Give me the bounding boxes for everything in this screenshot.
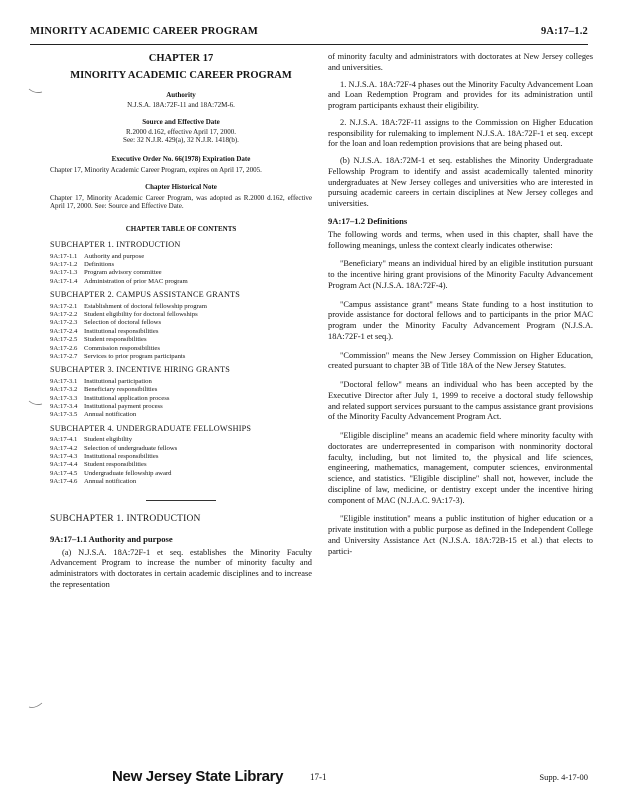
toc-entry: Annual notification	[84, 478, 137, 486]
toc-row	[50, 470, 312, 478]
toc-number: 9A:17-3.4	[50, 402, 78, 410]
toc-subchapter	[50, 365, 312, 419]
toc-number: 9A:17-1.1	[50, 252, 78, 260]
definition-paragraph: "Beneficiary" means an individual hired by an eligible institution pursuant to the incentive hiring grant provisions of the Minority Faculty Advancement Program Act (N.J.S.A. 18A:72F-4).	[328, 259, 593, 290]
toc-row	[50, 328, 312, 336]
paragraph: The following words and terms, when used in this chapter, shall have the following meanings, unless the context clearly indicates otherwise:	[328, 229, 593, 250]
toc-entry: Commission responsibilities	[84, 344, 160, 352]
toc-entry: Student responsibilities	[84, 336, 147, 344]
paragraph: 1. N.J.S.A. 18A:72F-4 phases out the Minority Faculty Advancement Loan and Loan Redemption Program and provides for its administration until program participants exhaust their eligibility.	[328, 79, 593, 110]
toc-row	[50, 336, 312, 344]
authority-heading: Authority	[166, 90, 196, 99]
definition-paragraph: "Eligible institution" means a public institution of higher education or a private institution with a public purpose as defined in the Independent College and University Assistance Act (N.J.S.A. 18A:72B-15 et al.) that elects to partici-	[328, 514, 593, 556]
toc-row	[50, 278, 312, 286]
toc-row	[50, 403, 312, 411]
source-heading: Source and Effective Date	[142, 117, 220, 126]
toc-row	[50, 345, 312, 353]
toc-number: 9A:17-2.3	[50, 319, 78, 327]
toc-entry: Institutional payment process	[84, 402, 163, 410]
toc-entry: Beneficiary responsibilities	[84, 386, 158, 394]
toc-entry: Institutional responsibilities	[84, 327, 159, 335]
toc-number: 9A:17-1.2	[50, 261, 78, 269]
toc-entry: Definitions	[84, 261, 115, 269]
chapter-title: MINORITY ACADEMIC CAREER PROGRAM	[70, 70, 292, 82]
header-section-number: 9A:17–1.2	[540, 26, 588, 37]
toc-entry: Authority and purpose	[84, 252, 145, 260]
toc-number: 9A:17-2.4	[50, 327, 78, 335]
toc-entry: Student eligibility for doctoral fellowships	[84, 311, 198, 319]
toc-row	[50, 378, 312, 386]
definition-paragraph: "Doctoral fellow" means an individual who has been accepted by the Executive Director after July 1, 1999 to receive a doctoral study fellowship and related support services pursuant to the campus assistance grant provisions of the Minority Faculty Advancement Program Act.	[328, 380, 593, 422]
toc-subchapter	[50, 424, 312, 487]
definition-paragraph: "Eligible discipline" means an academic field where minority faculty with doctorates are underrepresented in comparison with nonminority doctoral faculty, including, but not limited to, the physical and life sciences, engineering, mathematics, management, computer sciences, environmental science, and statistics. "Eligible discipline" shall not, however, include the discipline of law, medicine, or dentistry except under the incentive hiring component of MAC (N.J.A.C. 9A:17-3).	[328, 431, 593, 505]
exec-order-heading: Executive Order No. 66(1978) Expiration Date	[111, 155, 251, 164]
toc-number: 9A:17-1.4	[50, 277, 78, 285]
definition-paragraph: "Commission" means the New Jersey Commission on Higher Education, created pursuant to chapter 3B of Title 18A of the New Jersey Statutes.	[328, 350, 593, 371]
page-footer	[30, 770, 588, 790]
toc-entry: Institutional participation	[84, 377, 152, 385]
toc-row	[50, 303, 312, 311]
definition-paragraph: "Campus assistance grant" means State funding to a host institution to provide assistance for doctoral fellows and to participants in the prior MAC program under the Minority Faculty Advancement Program (N.J.S.A. 18A:72F-1 et seq.).	[328, 299, 593, 341]
toc-number: 9A:17-2.7	[50, 352, 78, 360]
subchapter-heading: SUBCHAPTER 1. INTRODUCTION	[50, 514, 201, 525]
source-line-2: See: 32 N.J.R. 429(a), 32 N.J.R. 1418(b).	[123, 136, 239, 145]
toc-row	[50, 386, 312, 394]
paragraph: 2. N.J.S.A. 18A:72F-11 assigns to the Commission on Higher Education responsibility for rulemaking to implement N.J.S.A. 18A:72F-1 et seq. except for the loan and loan redemption provisions that are being phased out.	[328, 117, 593, 149]
toc-entry: Services to prior program participants	[84, 352, 186, 360]
margin-mark	[28, 88, 44, 96]
supplement-date: Supp. 4-17-00	[539, 772, 588, 782]
paragraph: (b) N.J.S.A. 18A:72M-1 et seq. establishes the Minority Undergraduate Fellowship Program to identify and assist academically talented minority undergraduates at New Jersey colleges and universities who are interested in pursuing academic careers in certain disciplines at New Jersey colleges and universities.	[328, 156, 593, 208]
header-title: MINORITY ACADEMIC CAREER PROGRAM	[30, 26, 258, 37]
toc-entry: Administration of prior MAC program	[84, 277, 188, 285]
toc-entry: Selection of undergraduate fellows	[84, 444, 178, 452]
toc-row	[50, 453, 312, 461]
right-column	[328, 52, 593, 565]
toc-subchapter	[50, 290, 312, 361]
toc-row	[50, 311, 312, 319]
toc-entry: Annual notification	[84, 411, 137, 419]
toc-entry: Undergraduate fellowship award	[84, 469, 172, 477]
toc-row	[50, 411, 312, 419]
running-header	[30, 26, 588, 45]
authority-text: N.J.S.A. 18A:72F-11 and 18A:72M-6.	[127, 100, 235, 109]
historical-note-text: Chapter 17, Minority Academic Career Program, was adopted as R.2000 d.162, effective April 17, 2000. See: Source and Effective Date.	[50, 193, 312, 211]
toc-entry: Selection of doctoral fellows	[84, 319, 162, 327]
toc-subchapter-title: SUBCHAPTER 3. INCENTIVE HIRING GRANTS	[50, 365, 231, 375]
chapter-number: CHAPTER 17	[148, 53, 214, 64]
source-line-1: R.2000 d.162, effective April 17, 2000.	[126, 127, 236, 136]
library-stamp: New Jersey State Library	[112, 768, 284, 785]
toc-number: 9A:17-2.6	[50, 344, 78, 352]
section-heading: 9A:17–1.2 Definitions	[328, 215, 408, 226]
toc-number: 9A:17-1.3	[50, 269, 78, 277]
toc-number: 9A:17-4.3	[50, 452, 78, 460]
toc-row	[50, 445, 312, 453]
toc-entry: Student responsibilities	[84, 461, 147, 469]
margin-mark	[28, 400, 44, 408]
toc-entry: Institutional application process	[84, 394, 170, 402]
exec-order-text: Chapter 17, Minority Academic Career Program, expires on April 17, 2005.	[50, 165, 262, 174]
page-number: 17-1	[310, 772, 327, 782]
toc-subchapter-title: SUBCHAPTER 2. CAMPUS ASSISTANCE GRANTS	[50, 290, 241, 300]
toc-number: 9A:17-3.5	[50, 411, 78, 419]
toc-entry: Institutional responsibilities	[84, 452, 159, 460]
left-column	[50, 52, 312, 597]
section-heading: 9A:17–1.1 Authority and purpose	[50, 533, 173, 544]
toc-entry: Establishment of doctoral fellowship program	[84, 302, 207, 310]
toc-entry: Student eligibility	[84, 436, 133, 444]
toc-entry: Program advisory committee	[84, 269, 162, 277]
toc-row	[50, 461, 312, 469]
toc-row	[50, 253, 312, 261]
toc-row	[50, 319, 312, 327]
toc-number: 9A:17-3.2	[50, 386, 78, 394]
toc-row	[50, 353, 312, 361]
toc-row	[50, 261, 312, 269]
toc-subchapter	[50, 240, 312, 286]
historical-note-heading: Chapter Historical Note	[145, 182, 217, 191]
toc-number: 9A:17-3.3	[50, 394, 78, 402]
toc-subchapter-title: SUBCHAPTER 1. INTRODUCTION	[50, 240, 181, 250]
toc-number: 9A:17-2.1	[50, 302, 78, 310]
paragraph: (a) N.J.S.A. 18A:72F-1 et seq. establishes the Minority Faculty Advancement Program to increase the number of minority faculty and administrators with doctorates in certain academic disciplines and to increase the representation	[50, 547, 312, 589]
toc-number: 9A:17-4.2	[50, 444, 78, 452]
section-divider	[146, 500, 216, 501]
toc-number: 9A:17-4.1	[50, 436, 78, 444]
toc-number: 9A:17-2.5	[50, 336, 78, 344]
toc-number: 9A:17-4.5	[50, 469, 78, 477]
toc-row	[50, 269, 312, 277]
toc-subchapter-title: SUBCHAPTER 4. UNDERGRADUATE FELLOWSHIPS	[50, 423, 252, 433]
toc-title: CHAPTER TABLE OF CONTENTS	[125, 225, 237, 234]
paragraph: of minority faculty and administrators with doctorates at New Jersey colleges and universities.	[328, 52, 593, 72]
toc-row	[50, 478, 312, 486]
toc-number: 9A:17-2.2	[50, 311, 78, 319]
toc-number: 9A:17-4.4	[50, 461, 78, 469]
toc-row	[50, 395, 312, 403]
margin-mark	[28, 702, 44, 710]
toc-number: 9A:17-3.1	[50, 377, 78, 385]
toc-number: 9A:17-4.6	[50, 478, 78, 486]
toc-row	[50, 436, 312, 444]
